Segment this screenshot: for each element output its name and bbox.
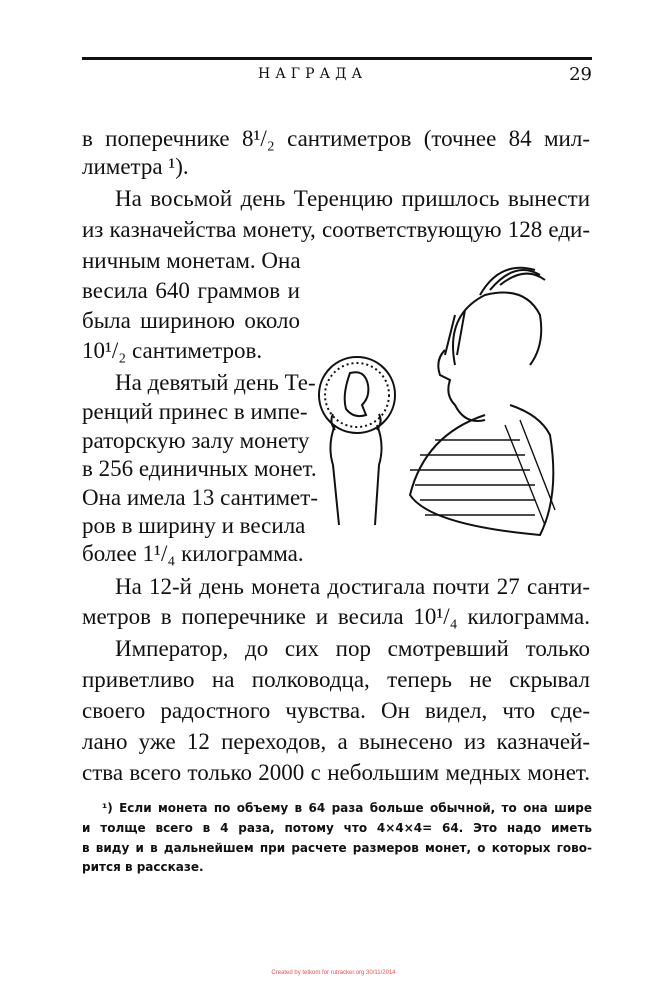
text-line: своего радостного чувства. Он видел, что сде- bbox=[82, 698, 590, 723]
text-line: более 1¹/₄ килограмма. bbox=[82, 541, 304, 566]
footnote-line: рится в рассказе. bbox=[82, 860, 204, 874]
text-line: На 12-й день монета достигала почти 27 санти- bbox=[115, 574, 590, 599]
header-rule bbox=[82, 57, 592, 60]
footnote-line: ¹) Если монета по объему в 64 раза больше обычной, то она шире bbox=[102, 801, 592, 815]
text-line: На восьмой день Теренцию пришлось вынести bbox=[115, 186, 590, 211]
running-header: НАГРАДА bbox=[258, 66, 368, 82]
text-line: раторскую залу монету bbox=[82, 428, 310, 453]
helmet-icon bbox=[445, 268, 545, 365]
text-line: метров в поперечнике и весила 10¹/₄ килограмма. bbox=[82, 604, 590, 629]
text-line: весила 640 граммов и bbox=[82, 278, 300, 303]
text-line: лано уже 12 переходов, а вынесено из казначей- bbox=[82, 729, 590, 754]
text-line: ров в ширину и весила bbox=[82, 513, 306, 538]
text-line: На девятый день Те- bbox=[115, 370, 316, 395]
text-line: ства всего только 2000 с небольшим медных монет. bbox=[82, 760, 590, 785]
text-line: Император, до сих пор смотревший только bbox=[115, 636, 590, 661]
text-line: в 256 единичных монет. bbox=[82, 456, 317, 481]
text-line: 10¹/₂ сантиметров. bbox=[82, 338, 263, 363]
text-line: в поперечнике 8¹/₂ сантиметров (точнее 84 мил- bbox=[82, 126, 590, 151]
coin-icon bbox=[319, 357, 395, 433]
watermark: Created by tetkom for rutracker.org 30/11/2014 bbox=[271, 970, 396, 976]
roman-soldier-illustration bbox=[305, 255, 565, 550]
text-line: из казначейства монету, соответствующую 128 еди- bbox=[82, 217, 590, 242]
footnote-line: в виду и в дальнейшем при расчете размеров монет, о которых гово- bbox=[82, 841, 592, 855]
text-line: лиметра ¹). bbox=[82, 154, 189, 179]
text-line: ничным монетам. Она bbox=[82, 248, 301, 273]
page-number: 29 bbox=[569, 64, 592, 85]
text-line: приветливо на полководца, теперь не скрывал bbox=[82, 667, 590, 692]
text-line: Она имела 13 сантимет- bbox=[82, 485, 318, 510]
text-line: была шириною около bbox=[82, 308, 300, 333]
text-line: ренций принес в импе- bbox=[82, 399, 308, 424]
footnote-line: и толще всего в 4 раза, потому что 4×4×4= 64. Это надо иметь bbox=[82, 821, 592, 835]
